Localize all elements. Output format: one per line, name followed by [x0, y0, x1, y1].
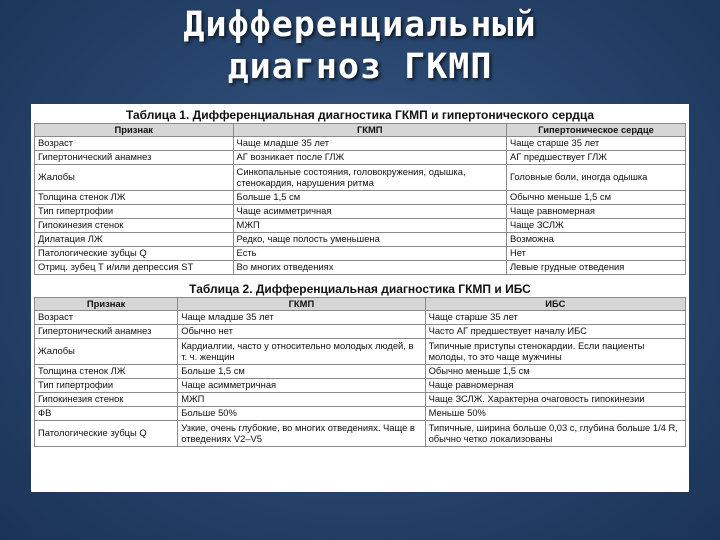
table-cell: Чаще ЗСЛЖ — [506, 219, 685, 233]
table-cell: Гипокинезия стенок — [35, 219, 234, 233]
slide-title-line-2: диагноз ГКМП — [227, 47, 493, 87]
table-cell: Отриц. зубец Т и/или депрессия ST — [35, 261, 234, 275]
table-cell: Толщина стенок ЛЖ — [35, 365, 178, 379]
table2-caption: Таблица 2. Дифференциальная диагностика ГКМП и ИБС — [189, 282, 531, 296]
table-row — [35, 261, 686, 275]
table-row — [35, 151, 686, 165]
table-cell: Кардиалгии, часто у относительно молодых людей, в т. ч. женщин — [178, 339, 425, 365]
table-cell: Тип гипертрофии — [35, 379, 178, 393]
table2-header-sign: Признак — [35, 298, 178, 311]
table-cell: Жалобы — [35, 165, 234, 191]
table-cell: Возраст — [35, 311, 178, 325]
table2 — [34, 297, 686, 447]
table-cell: Чаще равномерная — [425, 379, 685, 393]
table-cell: Дилатация ЛЖ — [35, 233, 234, 247]
table2-header-hcm: ГКМП — [178, 298, 425, 311]
table-row — [35, 247, 686, 261]
table-cell: Чаще ЗСЛЖ. Характерна очаговость гипокинезии — [425, 393, 685, 407]
table-row — [35, 137, 686, 151]
table-cell: Чаще равномерная — [506, 205, 685, 219]
table-cell: Обычно нет — [178, 325, 425, 339]
slide-title-line-1: Дифференциальный — [183, 5, 537, 45]
table-cell: Меньше 50% — [425, 407, 685, 421]
table-cell: Обычно меньше 1,5 см — [506, 191, 685, 205]
table-cell: Типичные, ширина больше 0,03 с, глубина больше 1/4 R, обычно четко локализованы — [425, 421, 685, 447]
table1-header-hcm: ГКМП — [233, 124, 506, 137]
table-row — [35, 205, 686, 219]
table-cell: Гипертонический анамнез — [35, 151, 234, 165]
table-cell: Редко, чаще полость уменьшена — [233, 233, 506, 247]
table-cell: МЖП — [233, 219, 506, 233]
table-cell: Больше 1,5 см — [233, 191, 506, 205]
table-cell: Чаще младше 35 лет — [233, 137, 506, 151]
table-cell: АГ возникает после ГЛЖ — [233, 151, 506, 165]
table-row — [35, 379, 686, 393]
table-cell: Есть — [233, 247, 506, 261]
table-row — [35, 233, 686, 247]
table-cell: Часто АГ предшествует началу ИБС — [425, 325, 685, 339]
table-cell: Синкопальные состояния, головокружения, одышка, стенокардия, нарушения ритма — [233, 165, 506, 191]
table1-header-hypertensive: Гипертоническое сердце — [506, 124, 685, 137]
table-cell: Левые грудные отведения — [506, 261, 685, 275]
table2-header-ihd: ИБС — [425, 298, 685, 311]
table-cell: Чаще асимметричная — [178, 379, 425, 393]
table1 — [34, 123, 686, 275]
table-row — [35, 311, 686, 325]
table-cell: МЖП — [178, 393, 425, 407]
table-cell: Гипокинезия стенок — [35, 393, 178, 407]
table-cell: Патологические зубцы Q — [35, 247, 234, 261]
table-cell: Типичные приступы стенокардии. Если пациенты молоды, то это чаще мужчины — [425, 339, 685, 365]
table-row — [35, 365, 686, 379]
table1-caption: Таблица 1. Дифференциальная диагностика ГКМП и гипертонического сердца — [125, 108, 595, 122]
table-cell: Тип гипертрофии — [35, 205, 234, 219]
table-cell: Обычно меньше 1,5 см — [425, 365, 685, 379]
table-row — [35, 421, 686, 447]
table-cell: Нет — [506, 247, 685, 261]
table-cell: Гипертонический анамнез — [35, 325, 178, 339]
table-row — [35, 165, 686, 191]
tables-sheet — [31, 104, 689, 492]
table-row — [35, 339, 686, 365]
table-cell: Толщина стенок ЛЖ — [35, 191, 234, 205]
table-cell: Больше 1,5 см — [178, 365, 425, 379]
table-cell: Чаще асимметричная — [233, 205, 506, 219]
table-cell: Патологические зубцы Q — [35, 421, 178, 447]
table-cell: АГ предшествует ГЛЖ — [506, 151, 685, 165]
table-cell: Возраст — [35, 137, 234, 151]
table-cell: Чаще старше 35 лет — [506, 137, 685, 151]
table-cell: Во многих отведениях — [233, 261, 506, 275]
table-cell: Возможна — [506, 233, 685, 247]
table-cell: Жалобы — [35, 339, 178, 365]
table-cell: ФВ — [35, 407, 178, 421]
table-row — [35, 407, 686, 421]
table-row — [35, 325, 686, 339]
table-cell: Чаще младше 35 лет — [178, 311, 425, 325]
table-cell: Головные боли, иногда одышка — [506, 165, 685, 191]
slide-title — [0, 4, 720, 88]
table-row — [35, 393, 686, 407]
table-cell: Узкие, очень глубокие, во многих отведениях. Чаще в отведениях V2–V5 — [178, 421, 425, 447]
table-row — [35, 219, 686, 233]
table1-header-sign: Признак — [35, 124, 234, 137]
table-row — [35, 191, 686, 205]
table-cell: Больше 50% — [178, 407, 425, 421]
table-cell: Чаще старше 35 лет — [425, 311, 685, 325]
